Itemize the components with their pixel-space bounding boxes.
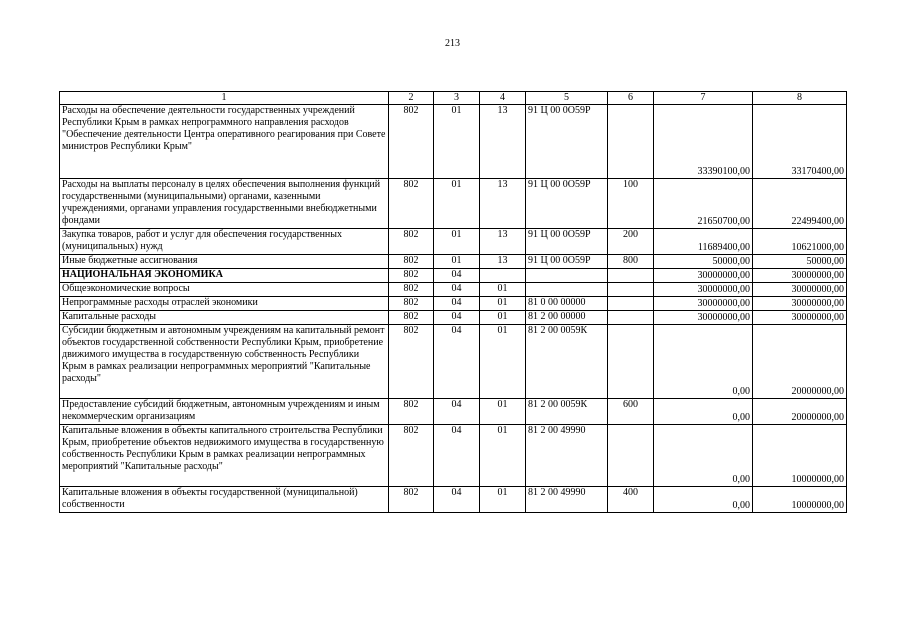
subsection-code-cell: 01 bbox=[480, 297, 526, 311]
amount-year2-cell: 20000000,00 bbox=[753, 399, 847, 425]
table-body bbox=[60, 92, 847, 513]
target-article-cell: 81 2 00 00000 bbox=[526, 311, 608, 325]
amount-year2-cell: 10000000,00 bbox=[753, 487, 847, 513]
section-code-cell: 04 bbox=[434, 297, 480, 311]
column-header: 1 bbox=[60, 92, 389, 105]
target-article-cell: 91 Ц 00 0О59Р bbox=[526, 255, 608, 269]
expense-type-cell: 800 bbox=[608, 255, 654, 269]
column-header: 8 bbox=[753, 92, 847, 105]
expense-type-cell: 200 bbox=[608, 229, 654, 255]
expense-type-cell bbox=[608, 269, 654, 283]
amount-year1-cell: 30000000,00 bbox=[654, 297, 753, 311]
expense-type-cell: 400 bbox=[608, 487, 654, 513]
section-code-cell: 04 bbox=[434, 311, 480, 325]
subsection-code-cell: 01 bbox=[480, 425, 526, 487]
column-header: 2 bbox=[389, 92, 434, 105]
table-row bbox=[60, 179, 847, 229]
expense-type-cell bbox=[608, 105, 654, 179]
target-article-cell: 81 0 00 00000 bbox=[526, 297, 608, 311]
column-header: 6 bbox=[608, 92, 654, 105]
header-row bbox=[60, 92, 847, 105]
subsection-code-cell: 13 bbox=[480, 229, 526, 255]
amount-year1-cell: 0,00 bbox=[654, 399, 753, 425]
section-code-cell: 04 bbox=[434, 325, 480, 399]
ministry-code-cell: 802 bbox=[389, 297, 434, 311]
subsection-code-cell: 01 bbox=[480, 399, 526, 425]
description-cell: НАЦИОНАЛЬНАЯ ЭКОНОМИКА bbox=[60, 269, 389, 283]
budget-table bbox=[59, 91, 847, 513]
target-article-cell bbox=[526, 283, 608, 297]
ministry-code-cell: 802 bbox=[389, 283, 434, 297]
subsection-code-cell: 01 bbox=[480, 325, 526, 399]
subsection-code-cell: 01 bbox=[480, 283, 526, 297]
section-code-cell: 01 bbox=[434, 179, 480, 229]
ministry-code-cell: 802 bbox=[389, 179, 434, 229]
description-cell: Общеэкономические вопросы bbox=[60, 283, 389, 297]
subsection-code-cell: 13 bbox=[480, 179, 526, 229]
table-row bbox=[60, 105, 847, 179]
page-number: 213 bbox=[445, 38, 460, 49]
expense-type-cell: 100 bbox=[608, 179, 654, 229]
target-article-cell: 81 2 00 49990 bbox=[526, 425, 608, 487]
description-cell: Непрограммные расходы отраслей экономики bbox=[60, 297, 389, 311]
subsection-code-cell: 01 bbox=[480, 487, 526, 513]
expense-type-cell bbox=[608, 325, 654, 399]
expense-type-cell bbox=[608, 283, 654, 297]
table-row bbox=[60, 229, 847, 255]
column-header: 3 bbox=[434, 92, 480, 105]
target-article-cell: 81 2 00 49990 bbox=[526, 487, 608, 513]
table-row bbox=[60, 425, 847, 487]
amount-year2-cell: 30000000,00 bbox=[753, 311, 847, 325]
target-article-cell bbox=[526, 269, 608, 283]
description-cell: Иные бюджетные ассигнования bbox=[60, 255, 389, 269]
section-code-cell: 01 bbox=[434, 105, 480, 179]
ministry-code-cell: 802 bbox=[389, 399, 434, 425]
expense-type-cell: 600 bbox=[608, 399, 654, 425]
ministry-code-cell: 802 bbox=[389, 105, 434, 179]
amount-year1-cell: 30000000,00 bbox=[654, 269, 753, 283]
target-article-cell: 81 2 00 0059К bbox=[526, 399, 608, 425]
target-article-cell: 91 Ц 00 0О59Р bbox=[526, 105, 608, 179]
amount-year2-cell: 33170400,00 bbox=[753, 105, 847, 179]
table-row bbox=[60, 269, 847, 283]
expense-type-cell bbox=[608, 311, 654, 325]
amount-year2-cell: 10621000,00 bbox=[753, 229, 847, 255]
section-code-cell: 04 bbox=[434, 399, 480, 425]
target-article-cell: 91 Ц 00 0О59Р bbox=[526, 179, 608, 229]
amount-year2-cell: 30000000,00 bbox=[753, 283, 847, 297]
ministry-code-cell: 802 bbox=[389, 425, 434, 487]
target-article-cell: 81 2 00 0059К bbox=[526, 325, 608, 399]
section-code-cell: 04 bbox=[434, 425, 480, 487]
table-row bbox=[60, 325, 847, 399]
section-code-cell: 04 bbox=[434, 283, 480, 297]
amount-year2-cell: 30000000,00 bbox=[753, 269, 847, 283]
subsection-code-cell: 13 bbox=[480, 105, 526, 179]
description-cell: Расходы на обеспечение деятельности государственных учреждений Республики Крым в рамках непрограммного направления расходов "Обеспечение деятельности Центра оперативного реагирования при Совете министров Республики Крым" bbox=[60, 105, 389, 179]
amount-year2-cell: 10000000,00 bbox=[753, 425, 847, 487]
amount-year1-cell: 21650700,00 bbox=[654, 179, 753, 229]
table-row bbox=[60, 297, 847, 311]
amount-year2-cell: 22499400,00 bbox=[753, 179, 847, 229]
description-cell: Капитальные расходы bbox=[60, 311, 389, 325]
table-row bbox=[60, 311, 847, 325]
amount-year2-cell: 20000000,00 bbox=[753, 325, 847, 399]
amount-year1-cell: 0,00 bbox=[654, 325, 753, 399]
amount-year1-cell: 30000000,00 bbox=[654, 311, 753, 325]
description-cell: Капитальные вложения в объекты капитального строительства Республики Крым, приобретение объектов недвижимого имущества в государственную собственность Республики Крым в рамках реализации непрограммных мероприятий "Капитальные расходы" bbox=[60, 425, 389, 487]
amount-year1-cell: 0,00 bbox=[654, 487, 753, 513]
target-article-cell: 91 Ц 00 0О59Р bbox=[526, 229, 608, 255]
amount-year1-cell: 33390100,00 bbox=[654, 105, 753, 179]
table-row bbox=[60, 487, 847, 513]
table-row bbox=[60, 255, 847, 269]
amount-year1-cell: 30000000,00 bbox=[654, 283, 753, 297]
table-row bbox=[60, 283, 847, 297]
description-cell: Предоставление субсидий бюджетным, автономным учреждениям и иным некоммерческим организациям bbox=[60, 399, 389, 425]
column-header: 5 bbox=[526, 92, 608, 105]
ministry-code-cell: 802 bbox=[389, 311, 434, 325]
section-code-cell: 04 bbox=[434, 487, 480, 513]
subsection-code-cell: 01 bbox=[480, 311, 526, 325]
ministry-code-cell: 802 bbox=[389, 255, 434, 269]
amount-year2-cell: 30000000,00 bbox=[753, 297, 847, 311]
section-code-cell: 01 bbox=[434, 255, 480, 269]
section-code-cell: 04 bbox=[434, 269, 480, 283]
expense-type-cell bbox=[608, 425, 654, 487]
amount-year1-cell: 11689400,00 bbox=[654, 229, 753, 255]
ministry-code-cell: 802 bbox=[389, 229, 434, 255]
column-header: 7 bbox=[654, 92, 753, 105]
amount-year2-cell: 50000,00 bbox=[753, 255, 847, 269]
column-header: 4 bbox=[480, 92, 526, 105]
amount-year1-cell: 0,00 bbox=[654, 425, 753, 487]
description-cell: Расходы на выплаты персоналу в целях обеспечения выполнения функций государственными (муниципальными) органами, казенными учреждениями, органами управления государственными внебюджетными фондами bbox=[60, 179, 389, 229]
description-cell: Закупка товаров, работ и услуг для обеспечения государственных (муниципальных) нужд bbox=[60, 229, 389, 255]
ministry-code-cell: 802 bbox=[389, 325, 434, 399]
subsection-code-cell bbox=[480, 269, 526, 283]
description-cell: Капитальные вложения в объекты государственной (муниципальной) собственности bbox=[60, 487, 389, 513]
ministry-code-cell: 802 bbox=[389, 487, 434, 513]
description-cell: Субсидии бюджетным и автономным учреждениям на капитальный ремонт объектов государственной собственности Республики Крым, приобретение движимого имущества в государственную собственность Республики Крым в рамках реализации непрограммных мероприятий "Капитальные расходы" bbox=[60, 325, 389, 399]
subsection-code-cell: 13 bbox=[480, 255, 526, 269]
section-code-cell: 01 bbox=[434, 229, 480, 255]
expense-type-cell bbox=[608, 297, 654, 311]
ministry-code-cell: 802 bbox=[389, 269, 434, 283]
table-row bbox=[60, 399, 847, 425]
amount-year1-cell: 50000,00 bbox=[654, 255, 753, 269]
